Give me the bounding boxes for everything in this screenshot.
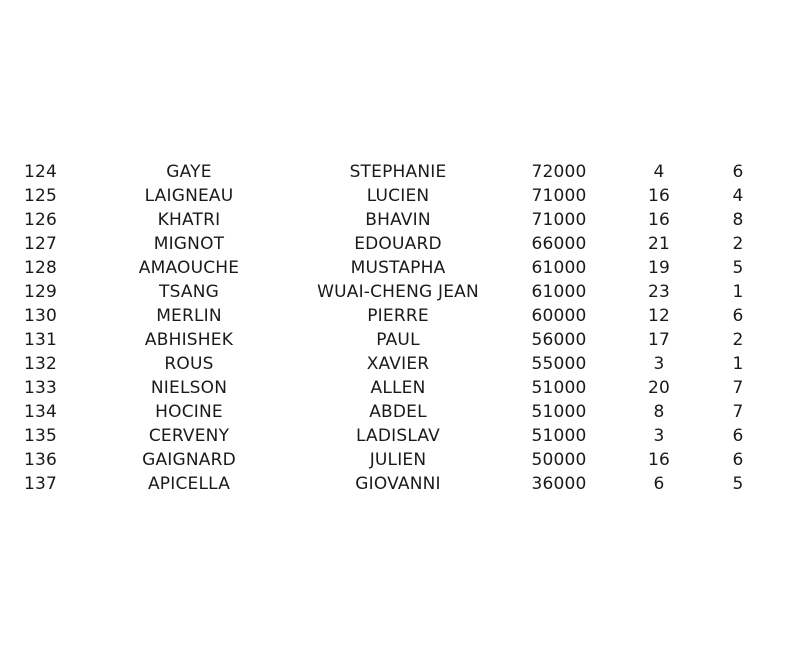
table-row (0, 256, 787, 280)
first-name-cell: EDOUARD (354, 234, 442, 254)
first-name-cell: JULIEN (369, 450, 427, 470)
table-row (0, 448, 787, 472)
last-name-cell: MIGNOT (153, 234, 225, 254)
last-name-cell: GAYE (166, 162, 212, 182)
col-b-cell: 6 (732, 450, 744, 470)
col-b-cell: 2 (732, 234, 744, 254)
rank-cell: 127 (24, 234, 58, 254)
col-a-cell: 16 (647, 210, 671, 230)
col-a-cell: 21 (647, 234, 671, 254)
col-a-cell: 3 (653, 426, 665, 446)
first-name-cell: MUSTAPHA (350, 258, 446, 278)
col-b-cell: 8 (732, 210, 744, 230)
col-a-cell: 6 (653, 474, 665, 494)
col-b-cell: 1 (732, 354, 744, 374)
table-row (0, 280, 787, 304)
col-a-cell: 17 (647, 330, 671, 350)
table-row (0, 304, 787, 328)
last-name-cell: GAIGNARD (142, 450, 236, 470)
col-b-cell: 1 (732, 282, 744, 302)
col-b-cell: 2 (732, 330, 744, 350)
col-a-cell: 4 (653, 162, 665, 182)
score-cell: 51000 (531, 378, 587, 398)
col-b-cell: 6 (732, 162, 744, 182)
col-b-cell: 6 (732, 426, 744, 446)
rank-cell: 132 (24, 354, 58, 374)
col-b-cell: 6 (732, 306, 744, 326)
first-name-cell: STEPHANIE (349, 162, 447, 182)
table-row (0, 472, 787, 496)
col-a-cell: 23 (647, 282, 671, 302)
rank-cell: 131 (24, 330, 58, 350)
rank-cell: 134 (24, 402, 58, 422)
score-cell: 55000 (531, 354, 587, 374)
col-b-cell: 7 (732, 402, 744, 422)
rank-cell: 136 (24, 450, 58, 470)
col-a-cell: 3 (653, 354, 665, 374)
score-cell: 51000 (531, 426, 587, 446)
first-name-cell: LUCIEN (366, 186, 430, 206)
col-a-cell: 8 (653, 402, 665, 422)
score-cell: 61000 (531, 258, 587, 278)
col-a-cell: 19 (647, 258, 671, 278)
last-name-cell: APICELLA (147, 474, 231, 494)
first-name-cell: WUAI-CHENG JEAN (317, 282, 479, 302)
first-name-cell: ALLEN (370, 378, 426, 398)
score-cell: 71000 (531, 210, 587, 230)
score-cell: 72000 (531, 162, 587, 182)
score-cell: 60000 (531, 306, 587, 326)
last-name-cell: MERLIN (156, 306, 222, 326)
table-row (0, 208, 787, 232)
score-cell: 66000 (531, 234, 587, 254)
table-row (0, 424, 787, 448)
col-b-cell: 7 (732, 378, 744, 398)
score-cell: 61000 (531, 282, 587, 302)
col-a-cell: 20 (647, 378, 671, 398)
col-a-cell: 16 (647, 450, 671, 470)
table-row (0, 352, 787, 376)
last-name-cell: KHATRI (157, 210, 221, 230)
rank-cell: 125 (24, 186, 58, 206)
first-name-cell: BHAVIN (365, 210, 431, 230)
last-name-cell: ABHISHEK (144, 330, 234, 350)
last-name-cell: NIELSON (150, 378, 228, 398)
score-cell: 50000 (531, 450, 587, 470)
rank-cell: 135 (24, 426, 58, 446)
score-cell: 51000 (531, 402, 587, 422)
col-a-cell: 12 (647, 306, 671, 326)
last-name-cell: HOCINE (155, 402, 223, 422)
table-row (0, 160, 787, 184)
rank-cell: 129 (24, 282, 58, 302)
ranking-table (0, 160, 787, 496)
first-name-cell: ABDEL (369, 402, 427, 422)
table-row (0, 400, 787, 424)
first-name-cell: PIERRE (367, 306, 429, 326)
col-b-cell: 4 (732, 186, 744, 206)
rank-cell: 137 (24, 474, 58, 494)
rank-cell: 124 (24, 162, 58, 182)
first-name-cell: GIOVANNI (355, 474, 441, 494)
col-a-cell: 16 (647, 186, 671, 206)
last-name-cell: LAIGNEAU (144, 186, 234, 206)
table-row (0, 184, 787, 208)
score-cell: 56000 (531, 330, 587, 350)
last-name-cell: ROUS (164, 354, 214, 374)
first-name-cell: PAUL (376, 330, 420, 350)
last-name-cell: TSANG (158, 282, 220, 302)
rank-cell: 130 (24, 306, 58, 326)
first-name-cell: XAVIER (366, 354, 430, 374)
rank-cell: 133 (24, 378, 58, 398)
col-b-cell: 5 (732, 258, 744, 278)
last-name-cell: AMAOUCHE (138, 258, 240, 278)
table-row (0, 232, 787, 256)
table-row (0, 376, 787, 400)
rank-cell: 128 (24, 258, 58, 278)
first-name-cell: LADISLAV (355, 426, 441, 446)
table-row (0, 328, 787, 352)
score-cell: 71000 (531, 186, 587, 206)
col-b-cell: 5 (732, 474, 744, 494)
rank-cell: 126 (24, 210, 58, 230)
last-name-cell: CERVENY (148, 426, 230, 446)
score-cell: 36000 (531, 474, 587, 494)
